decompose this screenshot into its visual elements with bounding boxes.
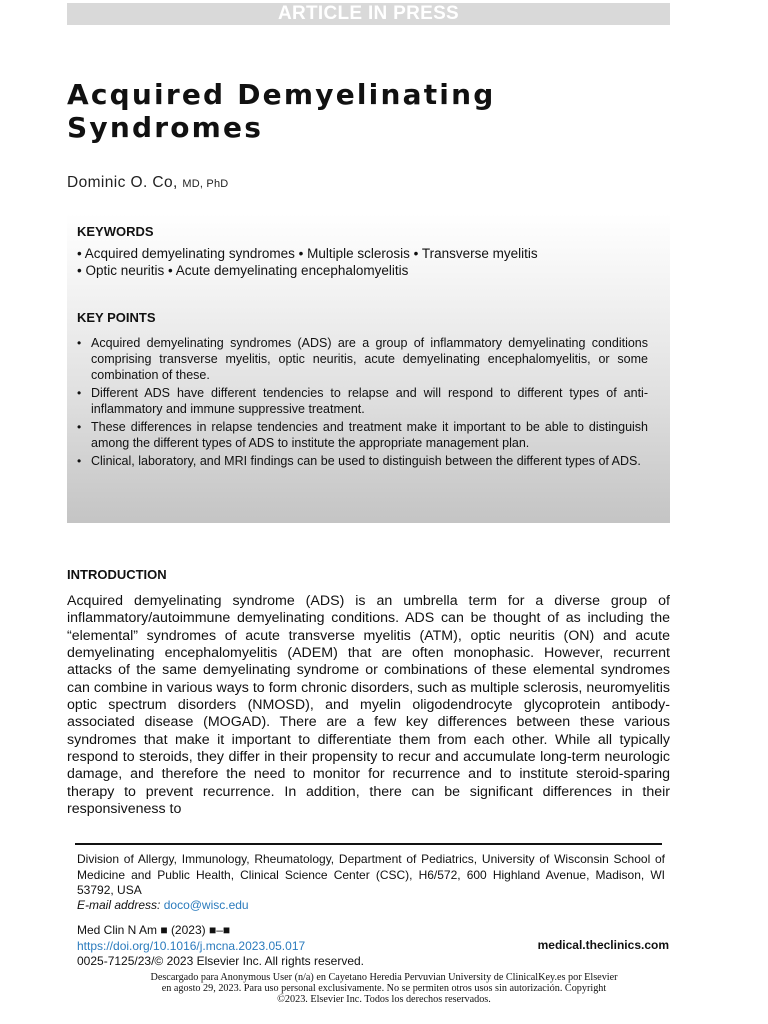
author-credentials: MD, PhD — [182, 178, 229, 190]
journal-citation: Med Clin N Am ■ (2023) ■–■ — [77, 923, 231, 937]
key-points-heading: KEY POINTS — [77, 310, 156, 325]
keywords-line-2: • Optic neuritis • Acute demyelinating encephalomyelitis — [77, 263, 409, 278]
title-line-1: Acquired Demyelinating — [67, 78, 496, 111]
title-line-2: Syndromes — [67, 111, 264, 144]
author-name: Dominic O. Co, — [67, 174, 178, 191]
keywords-line-1: • Acquired demyelinating syndromes • Multiple sclerosis • Transverse myelitis — [77, 246, 538, 261]
keywords-heading: KEYWORDS — [77, 224, 154, 239]
journal-website: medical.theclinics.com — [537, 938, 669, 952]
footnote-divider — [75, 843, 662, 845]
introduction-heading: INTRODUCTION — [67, 567, 167, 582]
author-byline — [67, 174, 228, 192]
article-title — [67, 78, 667, 144]
article-in-press-banner: ARTICLE IN PRESS — [67, 3, 670, 25]
introduction-paragraph: Acquired demyelinating syndrome (ADS) is an umbrella term for a diverse group of inflammatory/autoimmune demyelinating conditions. ADS can be thought of as including the “elemental” syndromes of acute transverse myelitis (ATM), optic neuritis (ON) and acute demyelinating encephalomyelitis (ADEM) that are often monophasic. However, recurrent attacks of the same demyelinating syndrome or combinations of these elemental syndromes can combine in various ways to form chronic disorders, such as multiple sclerosis, neuromyelitis optic spectrum disorders (NMOSD), and myelin oligodendrocyte glycoprotein antibody-associated disease (MOGAD). There are a few key differences between these various syndromes that make it important to differentiate them from each other. While all typically respond to steroids, they differ in their propensity to recur and accumulate long-term neurologic damage, and therefore the need to monitor for recurrence and to institute steroid-sparing therapy to prevent recurrence. In addition, there can be significant differences in their responsiveness to — [67, 593, 670, 818]
key-points-list — [77, 335, 648, 471]
email-link[interactable]: doco@wisc.edu — [163, 898, 249, 912]
email-line — [77, 898, 249, 912]
key-point-item: • These differences in relapse tendencies and treatment make it important to be able to distinguish among the different types of ADS to institute the appropriate management plan. — [77, 419, 648, 451]
download-notice: Descargado para Anonymous User (n/a) en Cayetano Heredia Pervuvian University de ClinicalKey.es por Elsevier en agosto 29, 2023. Para uso personal exclusivamente. No se permiten otros usos sin autorización. Copyright ©2023. Elsevier Inc. Todos los derechos reservados. — [150, 972, 618, 1005]
key-point-item: • Clinical, laboratory, and MRI findings can be used to distinguish between the different types of ADS. — [77, 453, 648, 469]
key-point-item: • Different ADS have different tendencies to relapse and will respond to different types of anti-inflammatory and immune suppressive treatment. — [77, 385, 648, 417]
author-affiliation: Division of Allergy, Immunology, Rheumatology, Department of Pediatrics, University of Wisconsin School of Medicine and Public Health, Clinical Science Center (CSC), H6/572, 600 Highland Avenue, Madison, WI 53792, USA — [77, 852, 665, 897]
citation-block — [77, 923, 364, 970]
key-point-item: • Acquired demyelinating syndromes (ADS) are a group of inflammatory demyelinating conditions comprising transverse myelitis, optic neuritis, acute demyelinating encephalomyelitis, or some combination of these. — [77, 335, 648, 383]
email-label: E-mail address: — [77, 898, 161, 912]
copyright-line: 0025-7125/23/© 2023 Elsevier Inc. All rights reserved. — [77, 954, 365, 968]
doi-link[interactable]: https://doi.org/10.1016/j.mcna.2023.05.017 — [77, 938, 306, 953]
keywords-keypoints-box — [67, 214, 670, 523]
